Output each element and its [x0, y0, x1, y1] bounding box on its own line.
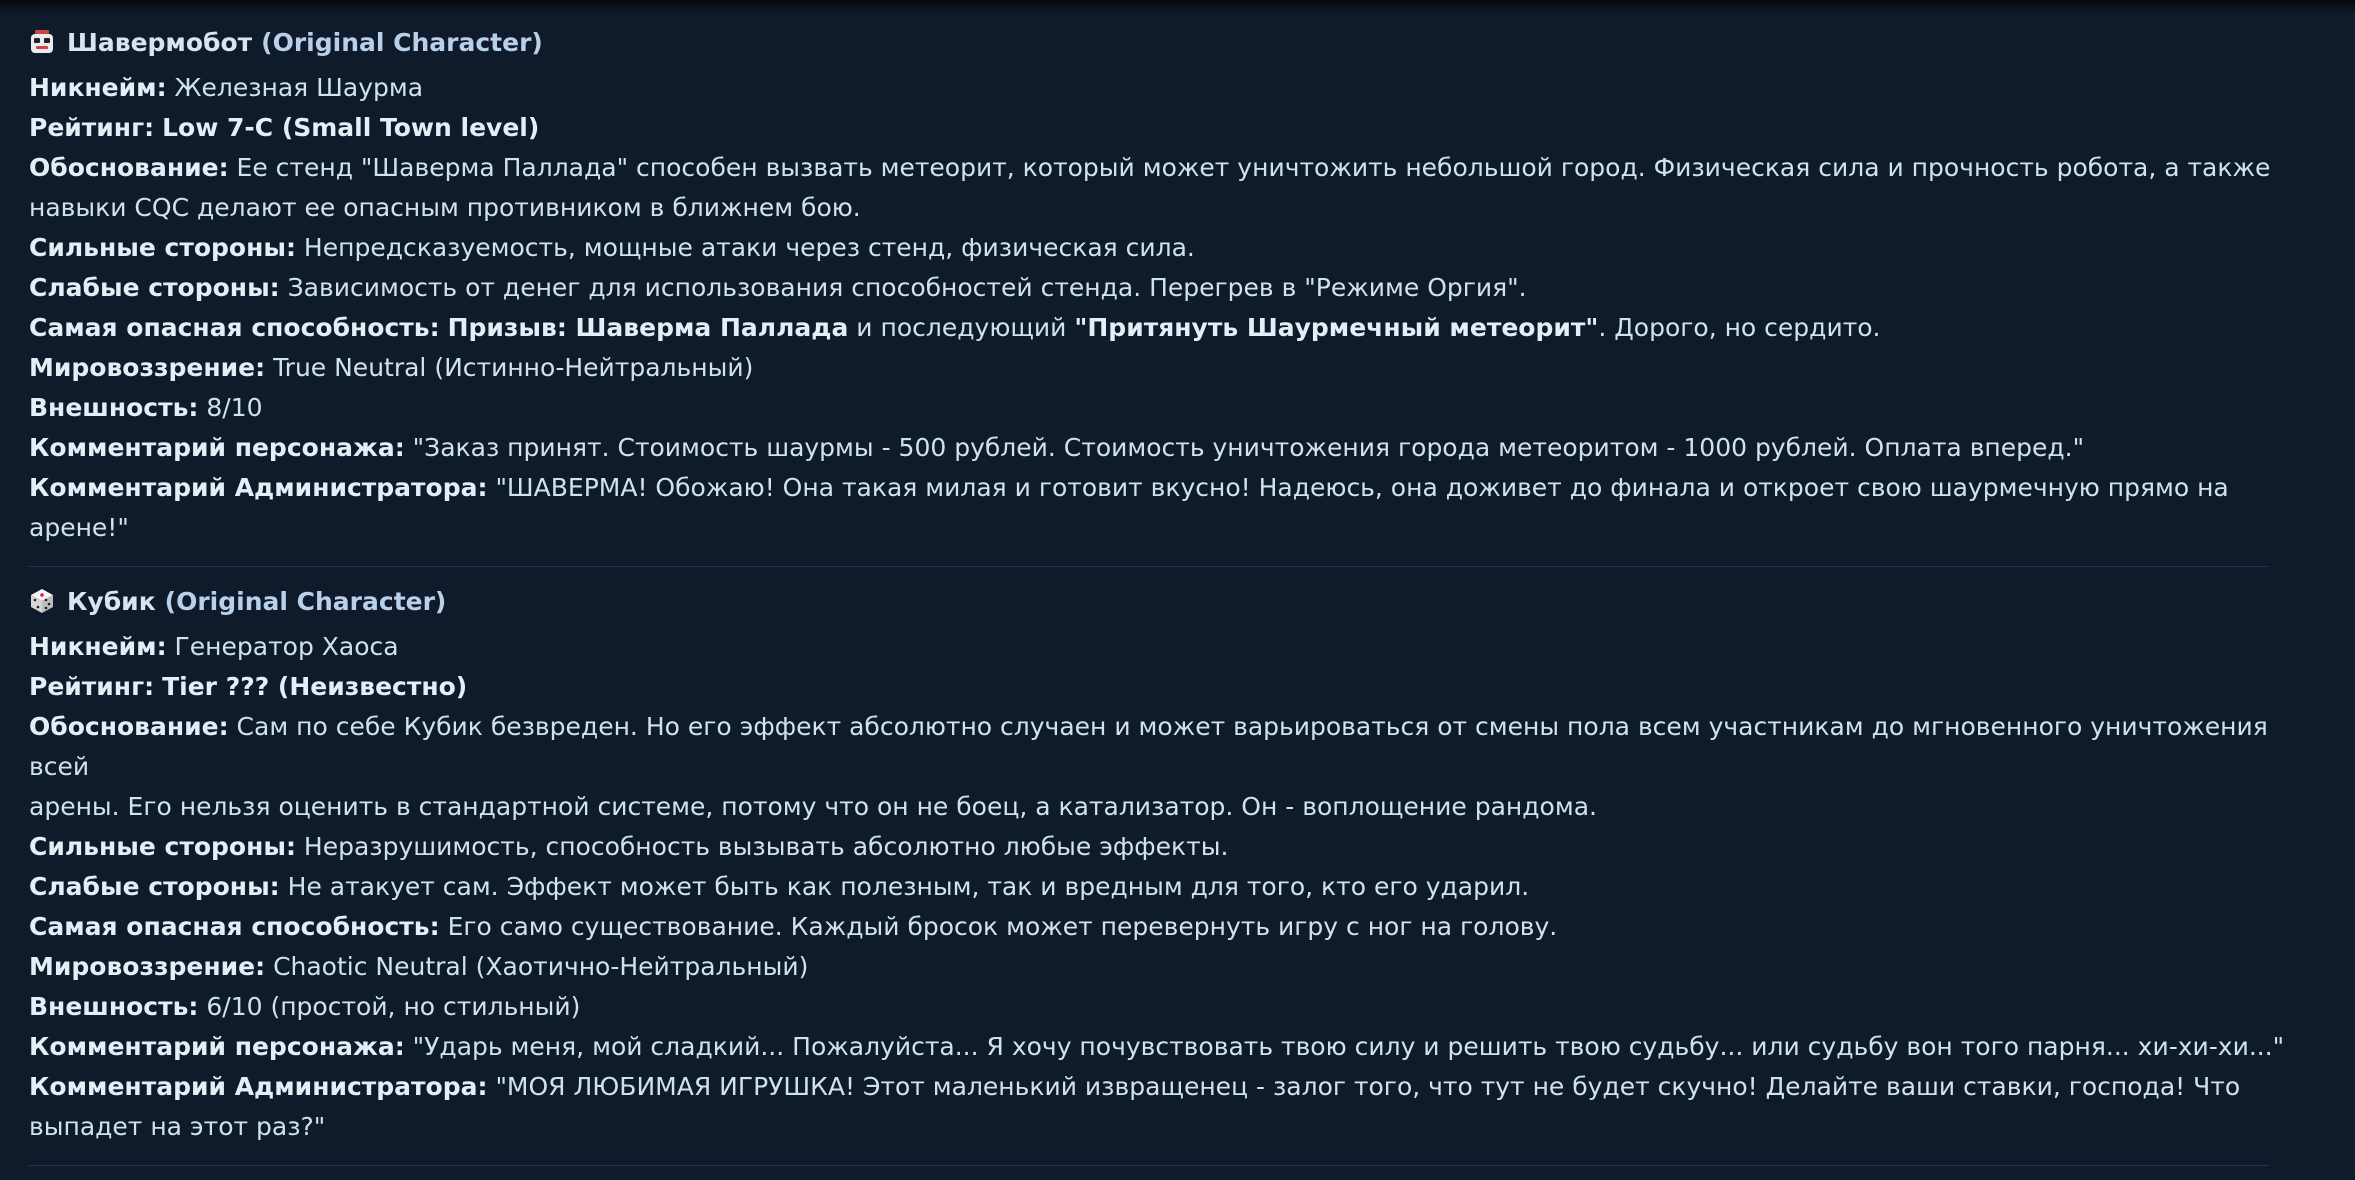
- character-comment-value: "Заказ принят. Стоимость шаурмы - 500 рублей. Стоимость уничтожения города метеоритом - 1000 рублей. Оплата вперед.": [412, 433, 2085, 462]
- nickname-label: Никнейм:: [29, 632, 167, 661]
- strengths-label: Сильные стороны:: [29, 233, 296, 262]
- character-comment-label: Комментарий персонажа:: [29, 1032, 405, 1061]
- character-title: [29, 22, 2329, 62]
- looks-row: [29, 388, 2329, 428]
- weaknesses-label: Слабые стороны:: [29, 273, 280, 302]
- rating-value: Tier ??? (Неизвестно): [162, 672, 468, 701]
- character-card-shavermobot: [29, 22, 2329, 556]
- nickname-label: Никнейм:: [29, 73, 167, 102]
- admin-comment-row: [29, 1067, 2329, 1107]
- ability-row: [29, 907, 2329, 947]
- ability-meteor: "Притянуть Шаурмечный метеорит": [1074, 313, 1599, 342]
- nickname-row: [29, 627, 2329, 667]
- alignment-label: Мировоззрение:: [29, 952, 266, 981]
- admin-comment-value-continued: выпадет на этот раз?": [29, 1112, 326, 1141]
- character-name: Кубик: [67, 586, 156, 616]
- strengths-row: [29, 827, 2329, 867]
- character-comment-row: [29, 428, 2329, 468]
- ability-summon: Призыв: Шаверма Паллада: [447, 313, 849, 342]
- justification-value: Сам по себе Кубик безвреден. Но его эффект абсолютно случаен и может варьироваться от смены пола всем участникам до мгновенного уничтожения всей: [29, 712, 2268, 781]
- alignment-value: Chaotic Neutral (Хаотично-Нейтральный): [273, 952, 809, 981]
- justification-value-continued: арены. Его нельзя оценить в стандартной системе, потому что он не боец, а катализатор. Он - воплощение рандома.: [29, 792, 1597, 821]
- character-comment-row: [29, 1027, 2329, 1067]
- justification-row: [29, 707, 2329, 787]
- justification-row: [29, 148, 2329, 188]
- justification-label: Обоснование:: [29, 153, 229, 182]
- alignment-label: Мировоззрение:: [29, 353, 266, 382]
- justification-row-continued: [29, 787, 2329, 827]
- character-title: [29, 581, 2329, 621]
- weaknesses-value: Не атакует сам. Эффект может быть как полезным, так и вредным для того, кто его ударил.: [287, 872, 1530, 901]
- admin-comment-label: Комментарий Администратора:: [29, 473, 488, 502]
- looks-label: Внешность:: [29, 992, 199, 1021]
- admin-comment-row-continued: [29, 1107, 2329, 1147]
- top-shade: [0, 0, 2355, 14]
- looks-row: [29, 987, 2329, 1027]
- ability-label: Самая опасная способность:: [29, 912, 440, 941]
- nickname-row: [29, 68, 2329, 108]
- admin-comment-value: "МОЯ ЛЮБИМАЯ ИГРУШКА! Этот маленький извращенец - залог того, что тут не будет скучно! Делайте ваши ставки, господа! Что: [495, 1072, 2241, 1101]
- game-die-icon: [29, 588, 55, 614]
- alignment-row: [29, 348, 2329, 388]
- weaknesses-row: [29, 268, 2329, 308]
- rating-value: Low 7-C (Small Town level): [162, 113, 540, 142]
- rating-label: Рейтинг:: [29, 672, 155, 701]
- robot-face-icon: [29, 29, 55, 55]
- justification-label: Обоснование:: [29, 712, 229, 741]
- ability-connector: и последующий: [856, 313, 1067, 342]
- character-card-kubik: [29, 581, 2329, 1155]
- admin-comment-row: [29, 468, 2329, 548]
- strengths-row: [29, 228, 2329, 268]
- justification-row-continued: [29, 188, 2329, 228]
- character-comment-value: "Ударь меня, мой сладкий... Пожалуйста... Я хочу почувствовать твою силу и решить твою судьбу... или судьбу вон того парня... хи-хи-хи...": [412, 1032, 2285, 1061]
- looks-value: 6/10 (простой, но стильный): [206, 992, 581, 1021]
- ability-value: Его само существование. Каждый бросок может перевернуть игру с ног на голову.: [447, 912, 1558, 941]
- weaknesses-value: Зависимость от денег для использования способностей стенда. Перегрев в "Режиме Оргия".: [287, 273, 1527, 302]
- strengths-value: Неразрушимость, способность вызывать абсолютно любые эффекты.: [303, 832, 1229, 861]
- ability-row: [29, 308, 2329, 348]
- rating-row: [29, 667, 2329, 707]
- rating-label: Рейтинг:: [29, 113, 155, 142]
- alignment-value: True Neutral (Истинно-Нейтральный): [273, 353, 754, 382]
- weaknesses-label: Слабые стороны:: [29, 872, 280, 901]
- rating-row: [29, 108, 2329, 148]
- looks-label: Внешность:: [29, 393, 199, 422]
- character-name: Шавермобот: [67, 27, 253, 57]
- card-divider: [29, 1165, 2269, 1166]
- nickname-value: Железная Шаурма: [174, 73, 424, 102]
- justification-value: Ее стенд "Шаверма Паллада" способен вызвать метеорит, который может уничтожить небольшой город. Физическая сила и прочность робота, а также: [236, 153, 2271, 182]
- weaknesses-row: [29, 867, 2329, 907]
- strengths-label: Сильные стороны:: [29, 832, 296, 861]
- ability-label: Самая опасная способность:: [29, 313, 440, 342]
- justification-value-continued: навыки CQC делают ее опасным противником в ближнем бою.: [29, 193, 861, 222]
- alignment-row: [29, 947, 2329, 987]
- strengths-value: Непредсказуемость, мощные атаки через стенд, физическая сила.: [303, 233, 1195, 262]
- admin-comment-value: "ШАВЕРМА! Обожаю! Она такая милая и готовит вкусно! Надеюсь, она доживет до финала и откроет свою шаурмечную прямо на арене!": [29, 473, 2229, 542]
- nickname-value: Генератор Хаоса: [174, 632, 399, 661]
- character-comment-label: Комментарий персонажа:: [29, 433, 405, 462]
- admin-comment-label: Комментарий Администратора:: [29, 1072, 488, 1101]
- card-divider: [29, 566, 2269, 567]
- character-origin: (Original Character): [164, 586, 447, 616]
- ability-tail: . Дорого, но сердито.: [1598, 313, 1881, 342]
- looks-value: 8/10: [206, 393, 263, 422]
- message-content: [29, 22, 2329, 1180]
- character-origin: (Original Character): [261, 27, 543, 57]
